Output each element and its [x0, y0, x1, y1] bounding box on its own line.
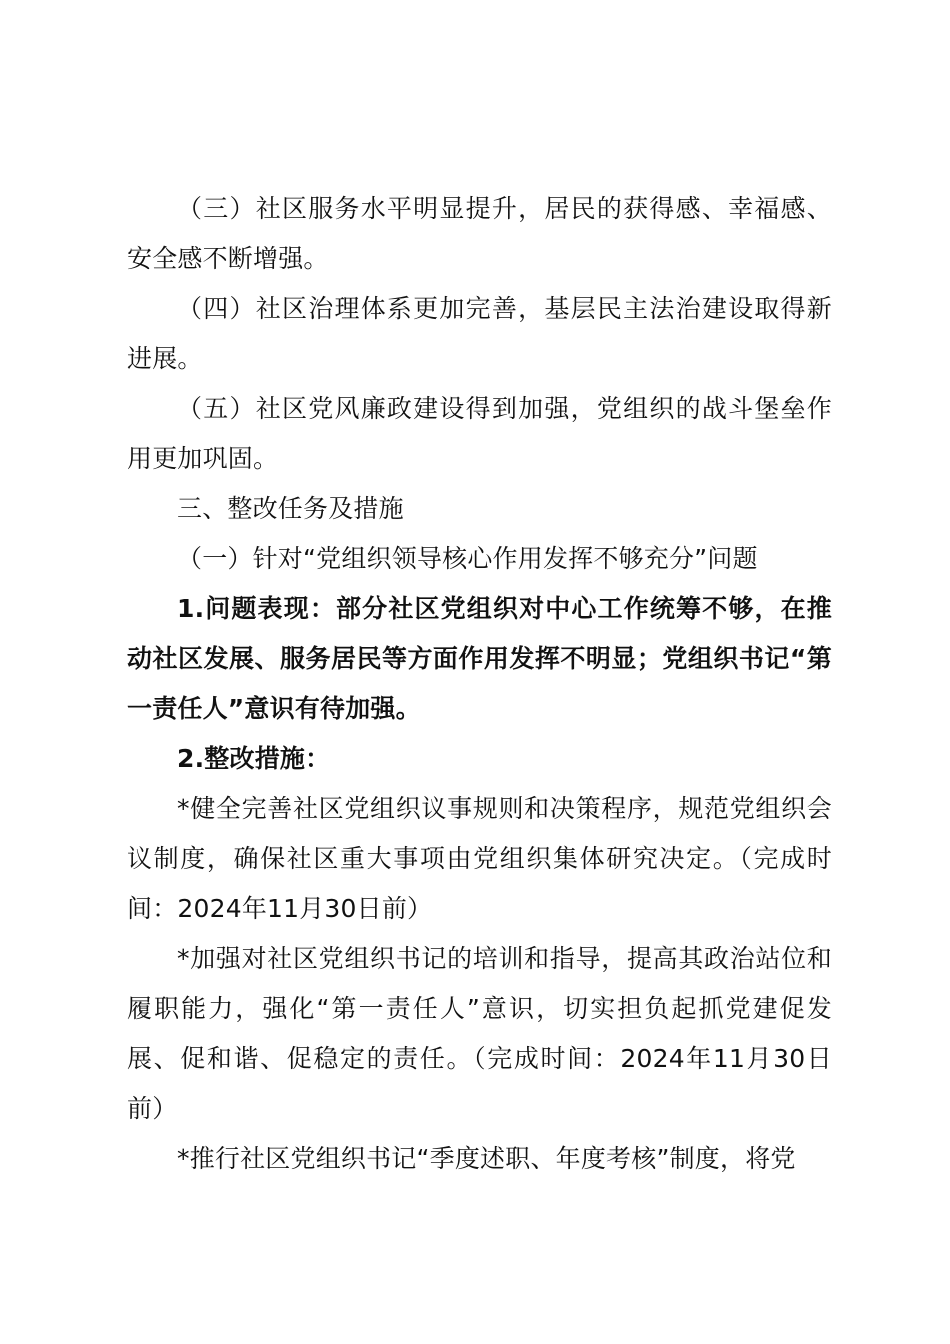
paragraph-goal-4: （四）社区治理体系更加完善，基层民主法治建设取得新进展。	[127, 294, 832, 373]
document-body	[127, 184, 832, 1184]
paragraph-goal-5: （五）社区党风廉政建设得到加强，党组织的战斗堡垒作用更加巩固。	[127, 394, 832, 473]
problem-description: 1.问题表现：部分社区党组织对中心工作统筹不够，在推动社区发展、服务居民等方面作用发挥不明显；党组织书记“第一责任人”意识有待加强。	[127, 594, 832, 723]
measure-item: *加强对社区党组织书记的培训和指导，提高其政治站位和履职能力，强化“第一责任人”意识，切实担负起抓党建促发展、促和谐、促稳定的责任。（完成时间：2024年11月30日前）	[127, 944, 832, 1123]
subsection-heading: （一）针对“党组织领导核心作用发挥不够充分”问题	[177, 544, 758, 573]
section-heading: 三、整改任务及措施	[177, 494, 404, 523]
paragraph-goal-3: （三）社区服务水平明显提升，居民的获得感、幸福感、安全感不断增强。	[127, 194, 832, 273]
measure-item: *健全完善社区党组织议事规则和决策程序，规范党组织会议制度，确保社区重大事项由党组织集体研究决定。（完成时间：2024年11月30日前）	[127, 794, 832, 923]
measures-heading: 2.整改措施：	[177, 744, 331, 773]
measure-item: *推行社区党组织书记“季度述职、年度考核”制度，将党	[177, 1144, 796, 1173]
